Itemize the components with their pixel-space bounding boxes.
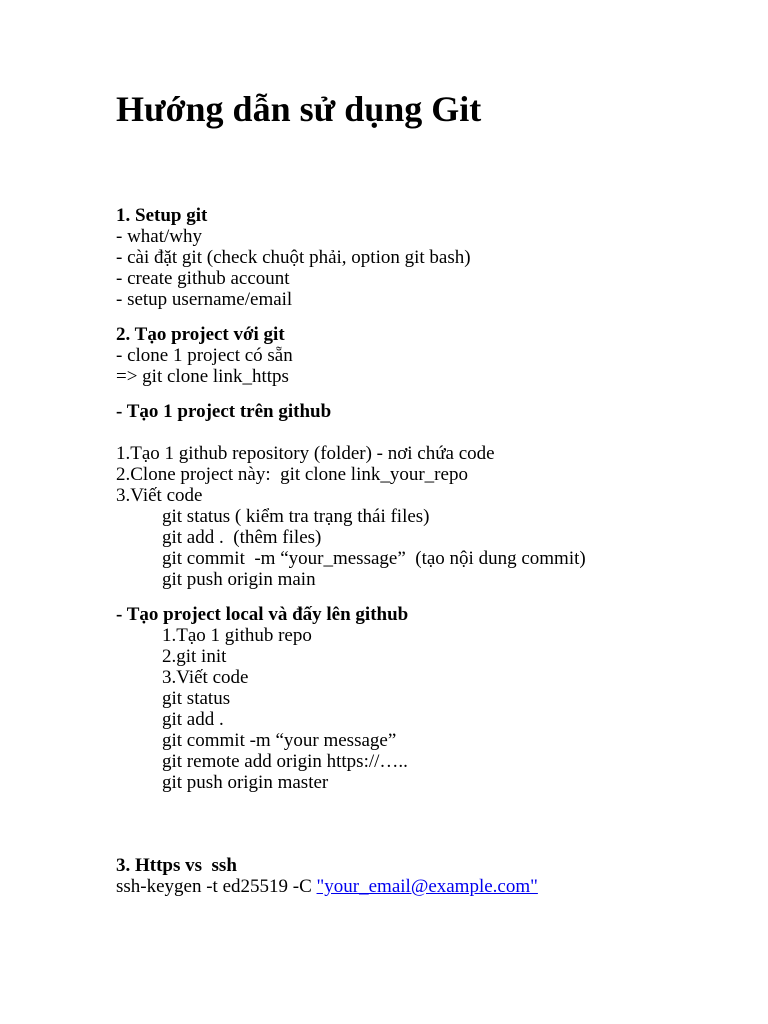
list-item: - clone 1 project có sẵn (116, 345, 293, 366)
section-heading: 3. Https vs ssh (116, 855, 237, 876)
ssh-keygen-line (116, 876, 736, 897)
command-line: git push origin master (162, 772, 329, 793)
section-create-project (116, 324, 736, 793)
command-line: git push origin main (162, 569, 316, 590)
list-item: - what/why (116, 226, 203, 247)
step-item: 3.Viết code (162, 667, 249, 688)
list-item: - setup username/email (116, 289, 293, 310)
document-title: Hướng dẫn sử dụng Git (116, 89, 482, 129)
command-line: git add . (thêm files) (162, 527, 322, 548)
document-body (116, 205, 736, 897)
command-line: git add . (162, 709, 224, 730)
section-setup-git (116, 205, 736, 310)
subsection-github-project (116, 401, 736, 590)
list-item: => git clone link_https (116, 366, 289, 387)
ssh-keygen-command: ssh-keygen -t ed25519 -C (116, 876, 317, 897)
blank-line (116, 422, 736, 443)
command-line: git status ( kiểm tra trạng thái files) (162, 506, 430, 527)
list-item: - create github account (116, 268, 290, 289)
section-https-vs-ssh (116, 855, 736, 897)
step-item: 3.Viết code (116, 485, 203, 506)
subsection-local-project (116, 604, 736, 793)
step-item: 2.git init (162, 646, 227, 667)
section-heading: 1. Setup git (116, 205, 208, 226)
subsection-heading: - Tạo project local và đấy lên github (116, 604, 409, 625)
command-line: git status (162, 688, 231, 709)
email-link[interactable]: "your_email@example.com" (316, 876, 538, 897)
command-line: git commit -m “your_message” (tạo nội dung commit) (162, 548, 586, 569)
step-item: 2.Clone project này: git clone link_your_repo (116, 464, 468, 485)
step-item: 1.Tạo 1 github repo (162, 625, 312, 646)
command-line: git commit -m “your message” (162, 730, 397, 751)
command-line: git remote add origin https://….. (162, 751, 408, 772)
list-item: - cài đặt git (check chuột phải, option git bash) (116, 247, 471, 268)
section-heading: 2. Tạo project với git (116, 324, 285, 345)
step-item: 1.Tạo 1 github repository (folder) - nơi chứa code (116, 443, 495, 464)
subsection-heading: - Tạo 1 project trên github (116, 401, 332, 422)
